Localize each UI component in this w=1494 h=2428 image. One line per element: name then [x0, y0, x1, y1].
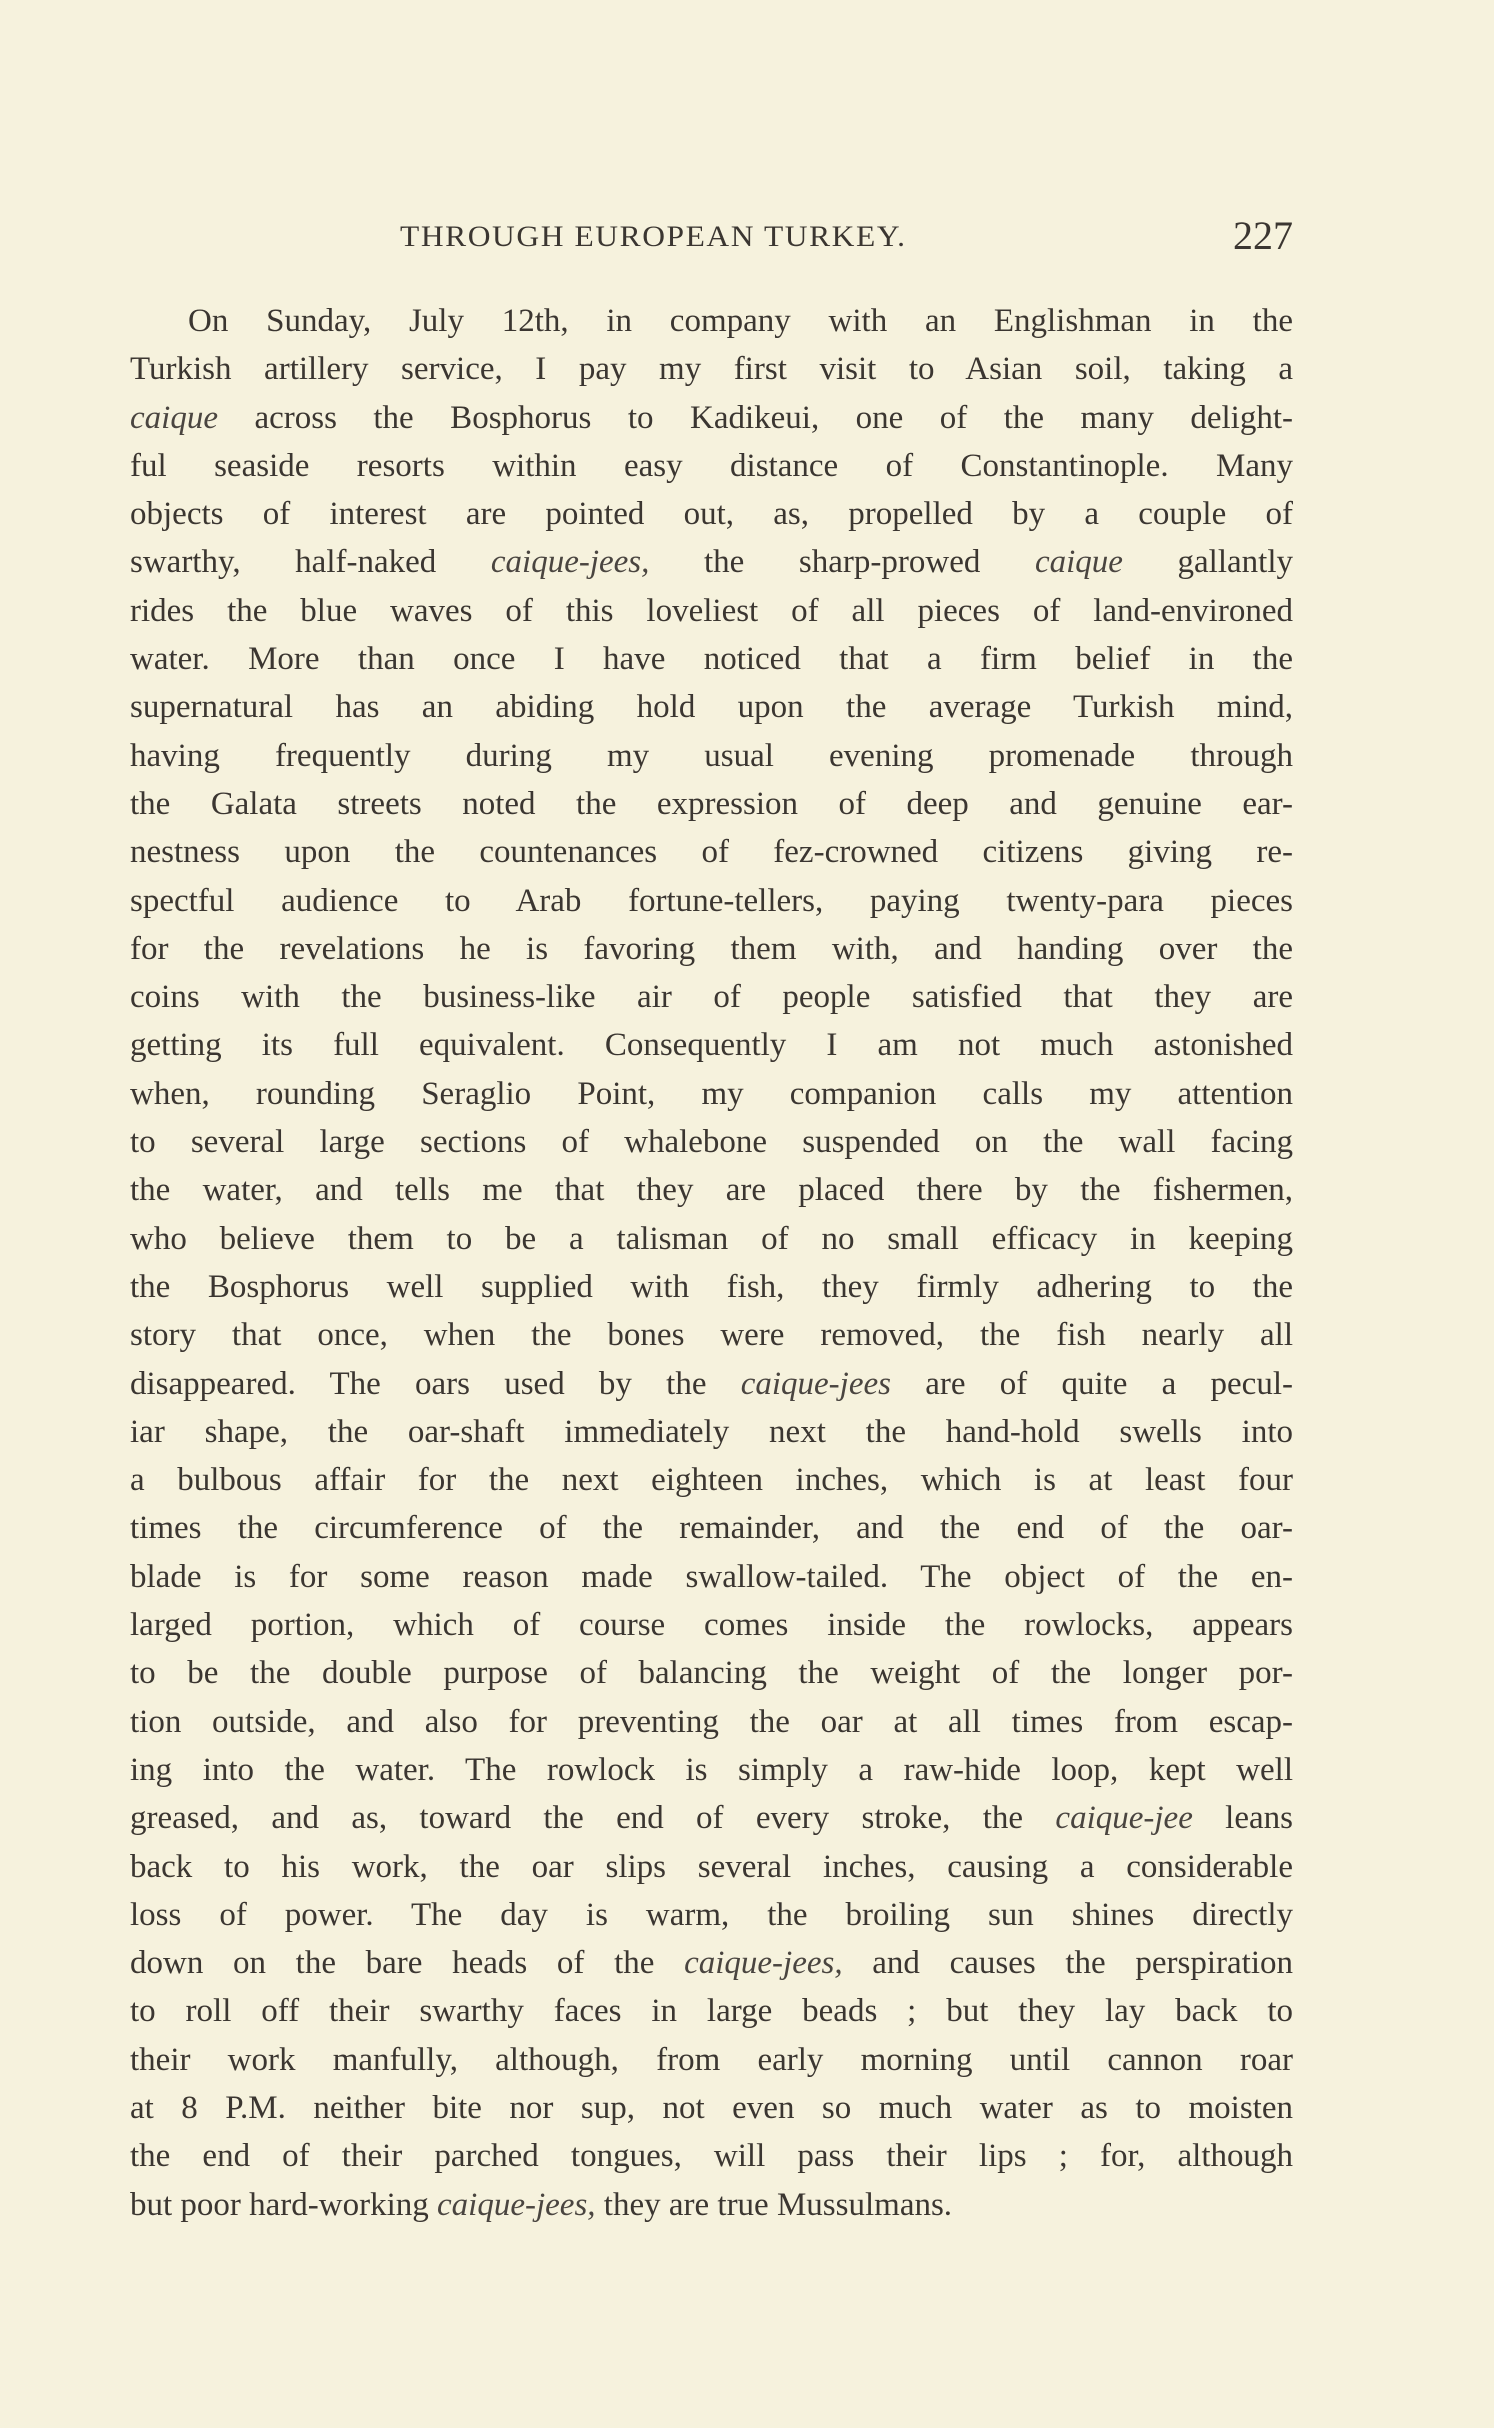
text-segment: On Sunday, July 12th, in company with an Englishman in the [188, 303, 1293, 339]
text-segment: across the Bosphorus to Kadikeui, one of the many delight- [217, 399, 1293, 436]
text-line [130, 1891, 1293, 1939]
italic-term: caique-jee [1055, 1800, 1193, 1837]
body-paragraph [130, 297, 1293, 2229]
text-segment: objects of interest are pointed out, as, propelled by a couple of [130, 496, 1293, 533]
text-segment: who believe them to be a talisman of no small efficacy in keeping [130, 1220, 1293, 1257]
text-segment: iar shape, the oar-shaft immediately next the hand-hold swells into [130, 1413, 1293, 1450]
text-line [130, 1601, 1293, 1649]
text-line [130, 1746, 1293, 1794]
text-segment: back to his work, the oar slips several inches, causing a considerable [130, 1848, 1293, 1885]
text-line [130, 973, 1293, 1021]
text-line [130, 1263, 1293, 1311]
text-line [130, 345, 1293, 393]
text-segment: to be the double purpose of balancing the weight of the longer por- [130, 1655, 1293, 1692]
text-segment: gallantly [1122, 544, 1293, 581]
text-line [130, 1939, 1293, 1987]
text-segment: the water, and tells me that they are placed there by the fishermen, [130, 1172, 1293, 1209]
text-line [130, 828, 1293, 876]
text-line [130, 1166, 1293, 1214]
text-line [130, 538, 1293, 586]
text-segment: getting its full equivalent. Consequently I am not much astonished [130, 1027, 1293, 1064]
text-segment: they are true Mussulmans. [595, 2186, 953, 2223]
text-line [130, 1021, 1293, 1069]
text-line [130, 2036, 1293, 2084]
text-segment: rides the blue waves of this loveliest of all pieces of land-environed [130, 592, 1293, 629]
text-segment: times the circumference of the remainder, and the end of the oar- [130, 1510, 1293, 1547]
text-segment: a bulbous affair for the next eighteen inches, which is at least four [130, 1462, 1293, 1499]
italic-term: caique [130, 399, 218, 436]
text-segment: greased, and as, toward the end of every stroke, the [130, 1800, 1056, 1837]
text-line [130, 1649, 1293, 1697]
page-number: 227 [1233, 213, 1293, 258]
text-segment: and causes the perspiration [842, 1945, 1293, 1982]
text-line [130, 1215, 1293, 1263]
text-segment: blade is for some reason made swallow-tailed. The object of the en- [130, 1558, 1293, 1595]
text-segment: the Galata streets noted the expression of deep and genuine ear- [130, 785, 1293, 822]
text-segment: ful seaside resorts within easy distance of Constantinople. Many [130, 447, 1293, 484]
text-line [130, 1698, 1293, 1746]
text-segment: nestness upon the countenances of fez-crowned citizens giving re- [130, 834, 1293, 871]
text-segment: their work manfully, although, from early morning until cannon roar [130, 2041, 1293, 2078]
text-segment: to several large sections of whalebone suspended on the wall facing [130, 1124, 1293, 1161]
text-segment: but poor hard-working [130, 2186, 438, 2223]
text-line [130, 1360, 1293, 1408]
text-segment: coins with the business-like air of people satisfied that they are [130, 979, 1293, 1016]
text-line [130, 394, 1293, 442]
text-line [130, 925, 1293, 973]
text-line [130, 1553, 1293, 1601]
italic-term: caique-jees, [490, 544, 650, 581]
text-segment: story that once, when the bones were removed, the fish nearly all [130, 1317, 1293, 1354]
text-segment: the sharp-prowed [649, 544, 1035, 581]
italic-term: caique-jees [740, 1365, 891, 1402]
text-segment: Turkish artillery service, I pay my first visit to Asian soil, taking a [130, 351, 1293, 388]
text-segment: to roll off their swarthy faces in large beads ; but they lay back to [130, 1993, 1293, 2030]
text-segment: are of quite a pecul- [890, 1365, 1293, 1402]
text-line [130, 683, 1293, 731]
text-segment: when, rounding Seraglio Point, my companion calls my attention [130, 1075, 1293, 1112]
text-segment: spectful audience to Arab fortune-tellers, paying twenty-para pieces [130, 882, 1293, 919]
text-segment: disappeared. The oars used by the [130, 1365, 741, 1402]
italic-term: caique-jees, [684, 1945, 843, 1982]
text-segment: larged portion, which of course comes inside the rowlocks, appears [130, 1607, 1293, 1644]
text-segment: ing into the water. The rowlock is simply a raw-hide loop, kept well [130, 1751, 1293, 1788]
text-line [130, 635, 1293, 683]
italic-term: caique [1034, 544, 1123, 581]
text-line [130, 1843, 1293, 1891]
text-line [130, 490, 1293, 538]
text-line [130, 1504, 1293, 1552]
text-line [130, 732, 1293, 780]
text-segment: the end of their parched tongues, will pass their lips ; for, although [130, 2138, 1293, 2175]
text-line [130, 1987, 1293, 2035]
text-line [130, 2132, 1293, 2180]
text-line [130, 877, 1293, 925]
text-segment: water. More than once I have noticed that a firm belief in the [130, 641, 1293, 678]
running-title: THROUGH EUROPEAN TURKEY. [400, 220, 907, 253]
text-line [130, 1070, 1293, 1118]
text-segment: down on the bare heads of the [130, 1945, 685, 1982]
text-line [130, 780, 1293, 828]
text-segment: supernatural has an abiding hold upon the average Turkish mind, [130, 689, 1293, 726]
text-segment: the Bosphorus well supplied with fish, they firmly adhering to the [130, 1268, 1293, 1305]
text-line [130, 2181, 1293, 2229]
text-line [130, 297, 1293, 345]
text-segment: having frequently during my usual evening promenade through [130, 737, 1293, 774]
italic-term: caique-jees, [437, 2186, 596, 2223]
text-line [130, 2084, 1293, 2132]
text-line [130, 1118, 1293, 1166]
text-segment: loss of power. The day is warm, the broiling sun shines directly [130, 1896, 1293, 1933]
text-line [130, 442, 1293, 490]
text-segment: leans [1192, 1800, 1293, 1837]
text-line [130, 1311, 1293, 1359]
text-segment: at 8 P.M. neither bite nor sup, not even so much water as to moisten [130, 2089, 1293, 2126]
text-line [130, 587, 1293, 635]
text-segment: for the revelations he is favoring them with, and handing over the [130, 930, 1293, 967]
text-line [130, 1456, 1293, 1504]
text-line [130, 1408, 1293, 1456]
running-head [130, 212, 1293, 262]
text-segment: tion outside, and also for preventing the oar at all times from escap- [130, 1703, 1293, 1740]
text-line [130, 1794, 1293, 1842]
text-segment: swarthy, half-naked [130, 544, 491, 581]
